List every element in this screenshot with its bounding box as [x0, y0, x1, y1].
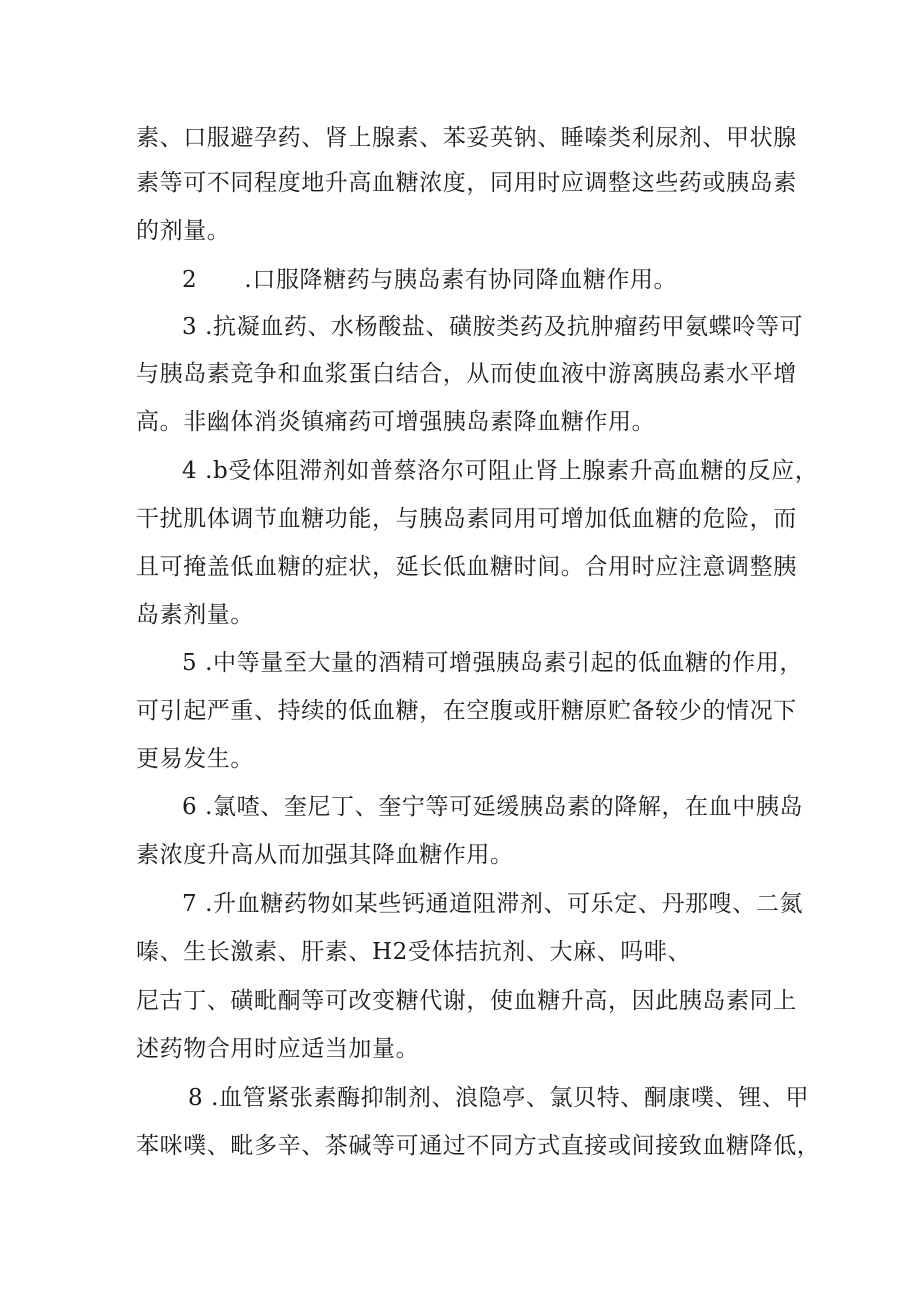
text-line-13: 可引起严重、持续的低血糖，在空腹或肝糖原贮备较少的情况下: [136, 698, 797, 724]
text-line-7: 高。非幽体消炎镇痛药可增强胰岛素降血糖作用。: [136, 409, 656, 435]
text-line-18: 嗪、生长激素、肝素、H2受体拮抗剂、大麻、吗啡、: [136, 939, 692, 965]
text-line-11: 岛素剂量。: [136, 602, 254, 628]
text-line-2: 素等可不同程度地升高血糖浓度，同用时应调整这些药或胰岛素: [136, 170, 797, 196]
text-line-1: 素、口服避孕药、肾上腺素、苯妥英钠、睡嗪类利尿剂、甲状腺: [136, 125, 797, 151]
text-line-14: 更易发生。: [136, 746, 254, 772]
text-line-3: 的剂量。: [136, 218, 231, 244]
text-line-22: 苯咪噗、毗多辛、茶碱等可通过不同方式直接或间接致血糖降低，: [136, 1133, 821, 1159]
text-line-9: 干扰肌体调节血糖功能，与胰岛素同用可增加低血糖的危险，而: [136, 506, 797, 532]
text-line-6: 与胰岛素竞争和血浆蛋白结合，从而使血液中游离胰岛素水平增: [136, 361, 797, 387]
text-line-8: 4 .b受体阻滞剂如普蔡洛尔可阻止肾上腺素升高血糖的反应，: [182, 458, 819, 484]
text-line-17: 7 .升血糖药物如某些钙通道阻滞剂、可乐定、丹那嗖、二氮: [182, 891, 804, 917]
text-line-19: 尼古丁、磺毗酮等可改变糖代谢，使血糖升高，因此胰岛素同上: [136, 988, 797, 1014]
text-line-12: 5 .中等量至大量的酒精可增强胰岛素引起的低血糖的作用，: [182, 650, 804, 676]
text-line-20: 述药物合用时应适当加量。: [136, 1036, 420, 1062]
text-line-5: 3 .抗凝血药、水杨酸盐、磺胺类药及抗肿瘤药甲氨蝶呤等可: [182, 314, 804, 340]
text-line-15: 6 .氯喳、奎尼丁、奎宁等可延缓胰岛素的降解，在血中胰岛: [182, 794, 804, 820]
text-line-4: 2 .口服降糖药与胰岛素有协同降血糖作用。: [182, 267, 678, 293]
text-line-10: 且可掩盖低血糖的症状，延长低血糖时间。合用时应注意调整胰: [136, 554, 797, 580]
text-line-16: 素浓度升高从而加强其降血糖作用。: [136, 842, 514, 868]
text-line-21: 8 .血管紧张素酶抑制剂、浪隐亭、氯贝特、酮康噗、锂、甲: [188, 1085, 810, 1111]
